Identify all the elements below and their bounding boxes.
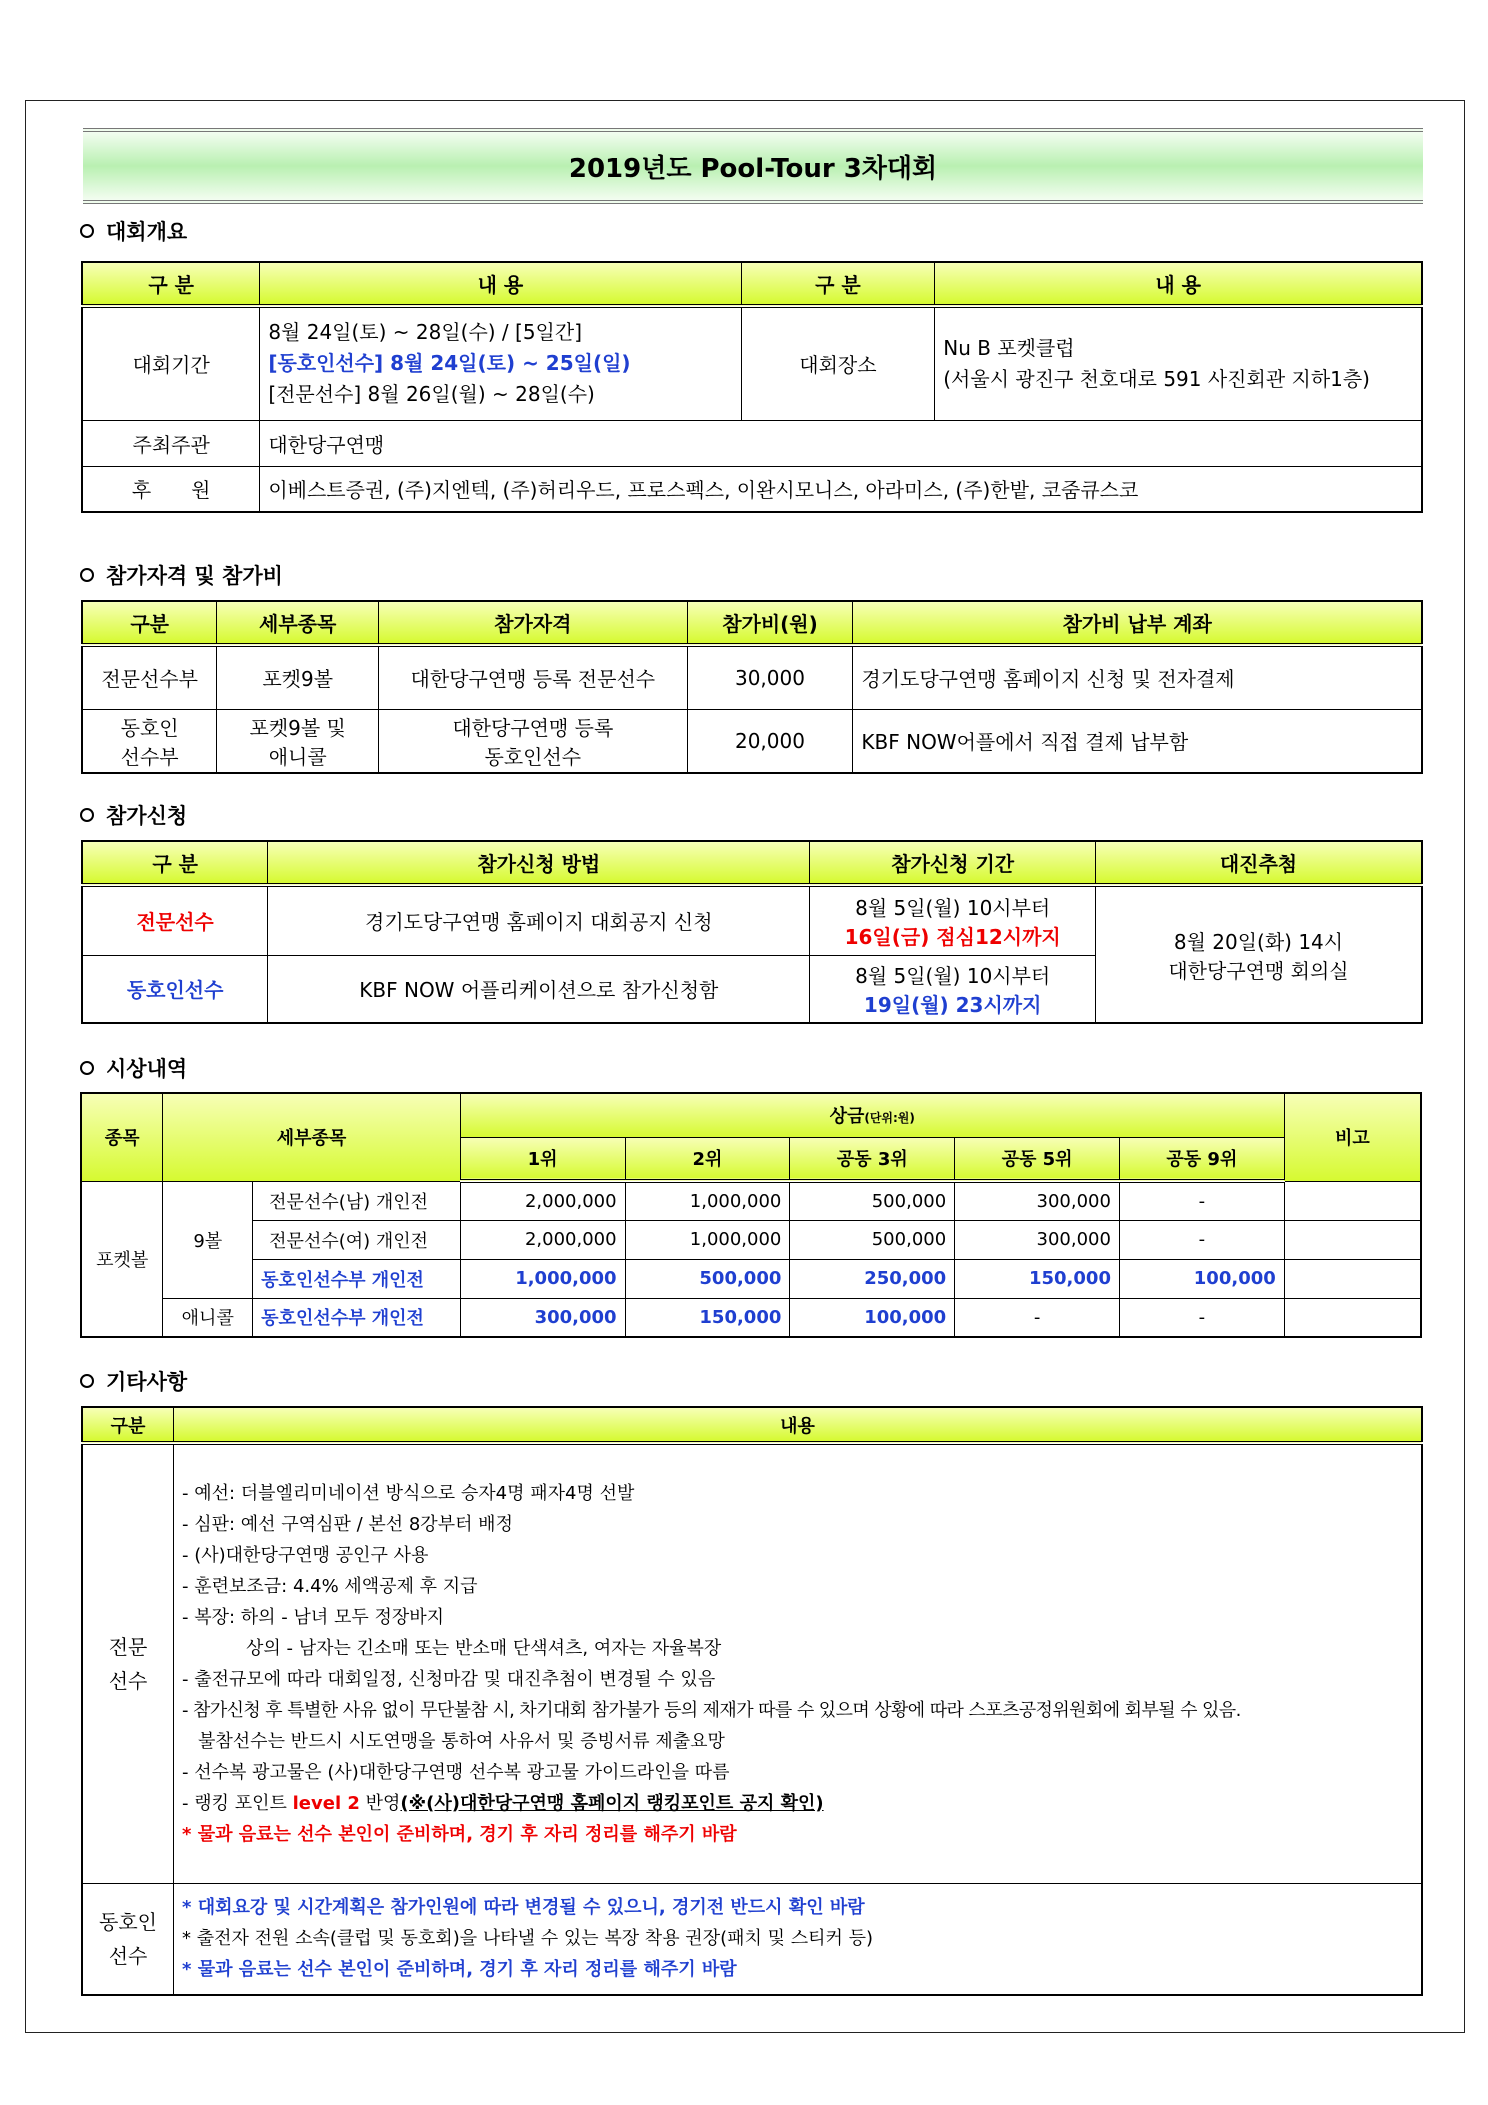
- sub-event-cell: 애니콜: [163, 1298, 253, 1337]
- note-cell: [1284, 1220, 1421, 1259]
- prize-cell: -: [955, 1298, 1120, 1337]
- host-label: 주최주관: [82, 420, 260, 466]
- table-cell: 동호인 선수부: [82, 709, 217, 773]
- header-cell: 세부종목: [217, 601, 379, 645]
- bullet-circle-icon: [80, 808, 94, 822]
- prize-cell: 1,000,000: [460, 1259, 625, 1298]
- section-heading-overview: 대회개요: [80, 216, 187, 246]
- header-cell: 참가신청 기간: [810, 841, 1096, 885]
- prize-cell: 300,000: [955, 1220, 1120, 1259]
- prize-cell: -: [1119, 1220, 1284, 1259]
- prize-cell: 150,000: [955, 1259, 1120, 1298]
- prize-cell: 300,000: [460, 1298, 625, 1337]
- header-cell: 대진추첨: [1095, 841, 1422, 885]
- header-cell: 내용: [174, 1407, 1422, 1443]
- bullet-circle-icon: [80, 1061, 94, 1075]
- prize-cell: 500,000: [790, 1181, 955, 1220]
- bullet-circle-icon: [80, 1374, 94, 1388]
- header-cell: 내 용: [260, 262, 741, 306]
- sub-event-cell: 9볼: [163, 1181, 253, 1298]
- prize-cell: 150,000: [625, 1298, 790, 1337]
- prize-cell: 2,000,000: [460, 1220, 625, 1259]
- prize-cell: 300,000: [955, 1181, 1120, 1220]
- header-cell: 구분: [82, 1407, 174, 1443]
- rank-header: 공동 5위: [955, 1137, 1120, 1181]
- table-cell: KBF NOW어플에서 직접 결제 납부함: [853, 709, 1422, 773]
- pro-notes-label: 전문 선수: [82, 1443, 174, 1883]
- amateur-notes: * 대회요강 및 시간계획은 참가인원에 따라 변경될 수 있으니, 경기전 반드시 확인 바람 * 출전자 전원 소속(클럽 및 동호회)을 나타낼 수 있는 복장 착용 권장(패치 및 스티커 등) * 물과 음료는 선수 본인이 준비하며, 경기 후 자리 정리를 해주기 바람: [174, 1883, 1422, 1995]
- header-cell: 구분: [82, 601, 217, 645]
- rank-header: 공동 3위: [790, 1137, 955, 1181]
- note-cell: [1284, 1181, 1421, 1220]
- header-cell: 참가자격: [379, 601, 687, 645]
- period-value: 8월 24일(토) ~ 28일(수) / [5일간] [동호인선수] 8월 24일(토) ~ 25일(일) [전문선수] 8월 26일(월) ~ 28일(수): [260, 306, 741, 420]
- pro-label: 전문선수: [82, 885, 268, 955]
- prize-cell: -: [1119, 1181, 1284, 1220]
- misc-table: [81, 1406, 1423, 1996]
- prize-cell: 250,000: [790, 1259, 955, 1298]
- header-detail: 세부종목: [163, 1093, 460, 1181]
- header-cell: 구 분: [741, 262, 935, 306]
- prize-cell: 1,000,000: [625, 1181, 790, 1220]
- sponsor-label: 후 원: [82, 466, 260, 512]
- table-cell: 대한당구연맹 등록 동호인선수: [379, 709, 687, 773]
- table-cell: 경기도당구연맹 홈페이지 신청 및 전자결제: [853, 645, 1422, 709]
- pro-period: 8월 5일(월) 10시부터 16일(금) 점심12시까지: [810, 885, 1096, 955]
- venue-value: Nu B 포켓클럽 (서울시 광진구 천호대로 591 사진회관 지하1층): [935, 306, 1422, 420]
- table-cell: 포켓9볼 및 애니콜: [217, 709, 379, 773]
- sponsor-value: 이베스트증권, (주)지엔텍, (주)허리우드, 프로스펙스, 이완시모니스, 아라미스, (주)한밭, 코줌큐스코: [260, 466, 1422, 512]
- header-cell: 구 분: [82, 841, 268, 885]
- note-cell: [1284, 1259, 1421, 1298]
- pro-notes: - 예선: 더블엘리미네이션 방식으로 승자4명 패자4명 선발 - 심판: 예선 구역심판 / 본선 8강부터 배정 - (사)대한당구연맹 공인구 사용 - 훈련보조금: 4.4% 세액공제 후 지급 - 복장: 하의 - 남녀 모두 정장바지 상의 - 남자는 긴소매 또는 반소매 단색셔츠, 여자는 자율복장 - 출전규모에 따라 대회일정, 신청마감 및 대진추첨이 변경될 수 있음 - 참가신청 후 특별한 사유 없이 무단불참 시, 차기대회 참가불가 등의 제재가 따를 수 있으며 상황에 따라 스포츠공정위원회에 회부될 수 있음. 불참선수는 반드시 시도연맹을 통하여 사유서 및 증빙서류 제출요망 - 선수복 광고물은 (사)대한당구연맹 선수복 광고물 가이드라인을 따름 - 랭킹 포인트 level 2 반영(※(사)대한당구연맹 홈페이지 랭킹포인트 공지 확인) * 물과 음료는 선수 본인이 준비하며, 경기 후 자리 정리를 해주기 바람: [174, 1443, 1422, 1883]
- header-cell: 참가비 납부 계좌: [853, 601, 1422, 645]
- prize-row-label: 동호인선수부 개인전: [253, 1298, 461, 1337]
- bullet-circle-icon: [80, 568, 94, 582]
- pro-method: 경기도당구연맹 홈페이지 대회공지 신청: [268, 885, 810, 955]
- header-cell: 참가신청 방법: [268, 841, 810, 885]
- table-cell: 30,000: [687, 645, 853, 709]
- prize-cell: 500,000: [625, 1259, 790, 1298]
- bullet-circle-icon: [80, 224, 94, 238]
- table-cell: 20,000: [687, 709, 853, 773]
- ranking-note: - 랭킹 포인트 level 2 반영(※(사)대한당구연맹 홈페이지 랭킹포인트 공지 확인): [182, 1792, 824, 1814]
- period-label: 대회기간: [82, 306, 260, 420]
- section-heading-eligibility: 참가자격 및 참가비: [80, 560, 283, 590]
- table-cell: 대한당구연맹 등록 전문선수: [379, 645, 687, 709]
- prize-row-label: 전문선수(남) 개인전: [253, 1181, 461, 1220]
- eligibility-table: [81, 600, 1423, 774]
- header-event: 종목: [81, 1093, 163, 1181]
- prize-cell: 100,000: [790, 1298, 955, 1337]
- header-prize: 상금(단위:원): [460, 1093, 1284, 1137]
- table-cell: 포켓9볼: [217, 645, 379, 709]
- prize-cell: 2,000,000: [460, 1181, 625, 1220]
- table-cell: 전문선수부: [82, 645, 217, 709]
- overview-table: [81, 261, 1423, 513]
- rank-header: 공동 9위: [1119, 1137, 1284, 1181]
- host-value: 대한당구연맹: [260, 420, 1422, 466]
- header-cell: 내 용: [935, 262, 1422, 306]
- venue-label: 대회장소: [741, 306, 935, 420]
- event-cell: 포켓볼: [81, 1181, 163, 1337]
- section-heading-prizes: 시상내역: [80, 1053, 187, 1083]
- amateur-notes-label: 동호인 선수: [82, 1883, 174, 1995]
- amateur-method: KBF NOW 어플리케이션으로 참가신청함: [268, 955, 810, 1023]
- header-cell: 구 분: [82, 262, 260, 306]
- rank-header: 2위: [625, 1137, 790, 1181]
- section-heading-registration: 참가신청: [80, 800, 187, 830]
- amateur-period: 8월 5일(월) 10시부터 19일(월) 23시까지: [810, 955, 1096, 1023]
- section-heading-misc: 기타사항: [80, 1366, 187, 1396]
- header-cell: 참가비(원): [687, 601, 853, 645]
- prize-cell: 100,000: [1119, 1259, 1284, 1298]
- note-cell: [1284, 1298, 1421, 1337]
- prize-row-label: 전문선수(여) 개인전: [253, 1220, 461, 1259]
- prize-table: [80, 1092, 1422, 1338]
- prize-row-label: 동호인선수부 개인전: [253, 1259, 461, 1298]
- prize-cell: -: [1119, 1298, 1284, 1337]
- registration-table: [81, 840, 1423, 1024]
- draw-cell: 8월 20일(화) 14시 대한당구연맹 회의실: [1095, 885, 1422, 1023]
- amateur-label: 동호인선수: [82, 955, 268, 1023]
- page-title: 2019년도 Pool-Tour 3차대회: [83, 128, 1423, 204]
- rank-header: 1위: [460, 1137, 625, 1181]
- prize-cell: 500,000: [790, 1220, 955, 1259]
- prize-cell: 1,000,000: [625, 1220, 790, 1259]
- header-note: 비고: [1284, 1093, 1421, 1181]
